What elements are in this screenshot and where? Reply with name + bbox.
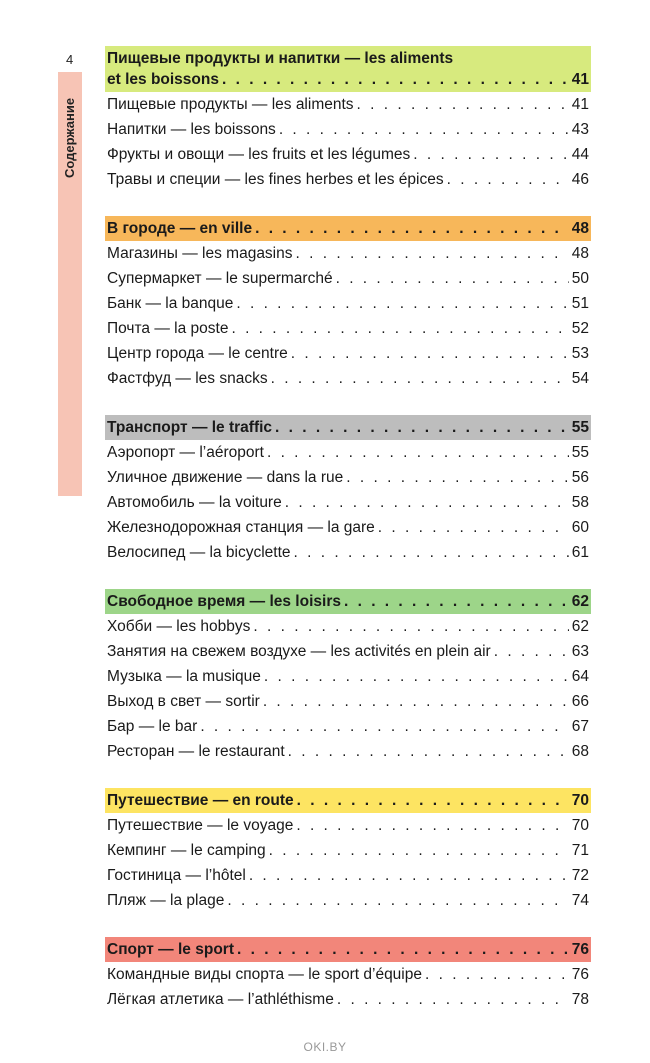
page-number: 4 — [66, 52, 74, 67]
entry-page-number: 53 — [571, 345, 589, 362]
entry-page-number: 52 — [571, 320, 589, 337]
toc-entry[interactable] — [107, 490, 589, 515]
entry-page-number: 72 — [571, 867, 589, 884]
toc-entry[interactable] — [107, 863, 589, 888]
toc-section — [105, 46, 591, 192]
entry-page-number: 48 — [571, 245, 589, 262]
toc-entry[interactable] — [107, 465, 589, 490]
entry-title: Супермаркет — le supermarché — [107, 270, 333, 287]
leader-dots — [285, 490, 569, 515]
toc-section — [105, 216, 591, 391]
toc-entry[interactable] — [107, 515, 589, 540]
entry-title: Центр города — le centre — [107, 345, 288, 362]
toc-entry[interactable] — [107, 440, 589, 465]
leader-dots — [288, 739, 569, 764]
entry-title: Лёгкая атлетика — l’athléthisme — [107, 991, 334, 1008]
leader-dots — [291, 341, 569, 366]
section-title: et les boissons — [107, 71, 219, 88]
entry-title: Фрукты и овощи — les fruits et les légumes — [107, 146, 411, 163]
entry-page-number: 56 — [571, 469, 589, 486]
entry-title: Автомобиль — la voiture — [107, 494, 282, 511]
section-page-number: 76 — [571, 941, 589, 958]
leader-dots — [447, 167, 569, 192]
section-header[interactable] — [105, 415, 591, 440]
entry-title: Выход в свет — sortir — [107, 693, 260, 710]
toc-entry[interactable] — [107, 366, 589, 391]
entry-page-number: 46 — [571, 171, 589, 188]
entry-title: Бар — le bar — [107, 718, 198, 735]
toc-entry[interactable] — [107, 714, 589, 739]
leader-dots — [357, 92, 569, 117]
leader-dots — [336, 266, 569, 291]
leader-dots — [337, 987, 569, 1012]
leader-dots — [494, 639, 569, 664]
entry-title: Занятия на свежем воздухе — les activités en plein air — [107, 643, 491, 660]
leader-dots — [271, 366, 569, 391]
entry-page-number: 64 — [571, 668, 589, 685]
leader-dots — [231, 316, 568, 341]
leader-dots — [264, 664, 569, 689]
toc-section — [105, 415, 591, 565]
entry-title: Почта — la poste — [107, 320, 229, 337]
footer-watermark: OKI.BY — [303, 1040, 347, 1054]
table-of-contents — [105, 46, 591, 1036]
section-title: В городе — en ville — [107, 220, 253, 237]
toc-entry[interactable] — [107, 888, 589, 913]
leader-dots — [249, 863, 569, 888]
toc-entry[interactable] — [107, 142, 589, 167]
leader-dots — [269, 838, 569, 863]
section-header[interactable] — [105, 589, 591, 614]
leader-dots — [263, 689, 569, 714]
leader-dots — [425, 962, 569, 987]
entry-title: Магазины — les magasins — [107, 245, 293, 262]
entry-title: Велосипед — la bicyclette — [107, 544, 291, 561]
toc-entry[interactable] — [107, 341, 589, 366]
leader-dots — [255, 218, 569, 239]
toc-entry[interactable] — [107, 739, 589, 764]
section-header[interactable] — [105, 788, 591, 813]
toc-entry[interactable] — [107, 838, 589, 863]
section-title: Свободное время — les loisirs — [107, 593, 341, 610]
section-page-number: 62 — [571, 593, 589, 610]
leader-dots — [294, 540, 569, 565]
entry-title: Музыка — la musique — [107, 668, 261, 685]
toc-entry[interactable] — [107, 639, 589, 664]
entry-page-number: 41 — [571, 96, 589, 113]
entry-page-number: 68 — [571, 743, 589, 760]
entry-page-number: 60 — [571, 519, 589, 536]
section-header[interactable] — [105, 937, 591, 962]
toc-section — [105, 937, 591, 1012]
entry-page-number: 43 — [571, 121, 589, 138]
toc-entry[interactable] — [107, 167, 589, 192]
section-page-number: 55 — [571, 419, 589, 436]
entry-title: Травы и специи — les fines herbes et les épices — [107, 171, 444, 188]
leader-dots — [344, 591, 569, 612]
entry-title: Пляж — la plage — [107, 892, 225, 909]
leader-dots — [279, 117, 569, 142]
entry-title: Уличное движение — dans la rue — [107, 469, 344, 486]
leader-dots — [236, 291, 568, 316]
entry-title: Напитки — les boissons — [107, 121, 276, 138]
leader-dots — [296, 241, 569, 266]
side-label: Содержание — [62, 97, 77, 178]
toc-entry[interactable] — [107, 291, 589, 316]
entry-title: Путешествие — le voyage — [107, 817, 294, 834]
entry-page-number: 74 — [571, 892, 589, 909]
entry-title: Командные виды спорта — le sport d’équipe — [107, 966, 422, 983]
section-title-line1: Пищевые продукты и напитки — les aliments — [107, 50, 454, 67]
entry-page-number: 67 — [571, 718, 589, 735]
section-title: Путешествие — en route — [107, 792, 294, 809]
entry-page-number: 63 — [571, 643, 589, 660]
entry-title: Банк — la banque — [107, 295, 234, 312]
entry-page-number: 58 — [571, 494, 589, 511]
entry-title: Хобби — les hobbys — [107, 618, 251, 635]
toc-section — [105, 788, 591, 913]
leader-dots — [267, 440, 569, 465]
entry-page-number: 78 — [571, 991, 589, 1008]
section-title: Транспорт — le traffic — [107, 419, 273, 436]
toc-entry[interactable] — [107, 689, 589, 714]
leader-dots — [222, 69, 569, 90]
section-page-number: 41 — [571, 71, 589, 88]
section-header[interactable] — [105, 46, 591, 92]
toc-entry[interactable] — [107, 813, 589, 838]
entry-page-number: 61 — [571, 544, 589, 561]
leader-dots — [378, 515, 569, 540]
entry-page-number: 54 — [571, 370, 589, 387]
section-page-number: 48 — [571, 220, 589, 237]
leader-dots — [200, 714, 568, 739]
entry-page-number: 50 — [571, 270, 589, 287]
toc-entry[interactable] — [107, 266, 589, 291]
section-header[interactable] — [105, 216, 591, 241]
toc-entry[interactable] — [107, 540, 589, 565]
entry-page-number: 76 — [571, 966, 589, 983]
entry-title: Пищевые продукты — les aliments — [107, 96, 354, 113]
leader-dots — [253, 614, 568, 639]
toc-entry[interactable] — [107, 614, 589, 639]
entry-page-number: 55 — [571, 444, 589, 461]
leader-dots — [296, 813, 568, 838]
leader-dots — [237, 939, 569, 960]
entry-title: Железнодорожная станция — la gare — [107, 519, 375, 536]
leader-dots — [227, 888, 568, 913]
entry-title: Ресторан — le restaurant — [107, 743, 285, 760]
entry-title: Фастфуд — les snacks — [107, 370, 268, 387]
toc-section — [105, 589, 591, 764]
toc-entry[interactable] — [107, 316, 589, 341]
leader-dots — [346, 465, 568, 490]
toc-entry[interactable] — [107, 92, 589, 117]
entry-page-number: 51 — [571, 295, 589, 312]
toc-entry[interactable] — [107, 664, 589, 689]
entry-page-number: 66 — [571, 693, 589, 710]
leader-dots — [297, 790, 569, 811]
entry-title: Кемпинг — le camping — [107, 842, 266, 859]
toc-entry[interactable] — [107, 962, 589, 987]
section-page-number: 70 — [571, 792, 589, 809]
toc-entry[interactable] — [107, 117, 589, 142]
toc-entry[interactable] — [107, 987, 589, 1012]
entry-title: Аэропорт — l’aéroport — [107, 444, 264, 461]
section-title: Спорт — le sport — [107, 941, 234, 958]
entry-page-number: 70 — [571, 817, 589, 834]
entry-title: Гостиница — l’hôtel — [107, 867, 246, 884]
toc-entry[interactable] — [107, 241, 589, 266]
leader-dots — [275, 417, 569, 438]
leader-dots — [413, 142, 569, 167]
entry-page-number: 62 — [571, 618, 589, 635]
entry-page-number: 71 — [571, 842, 589, 859]
entry-page-number: 44 — [571, 146, 589, 163]
